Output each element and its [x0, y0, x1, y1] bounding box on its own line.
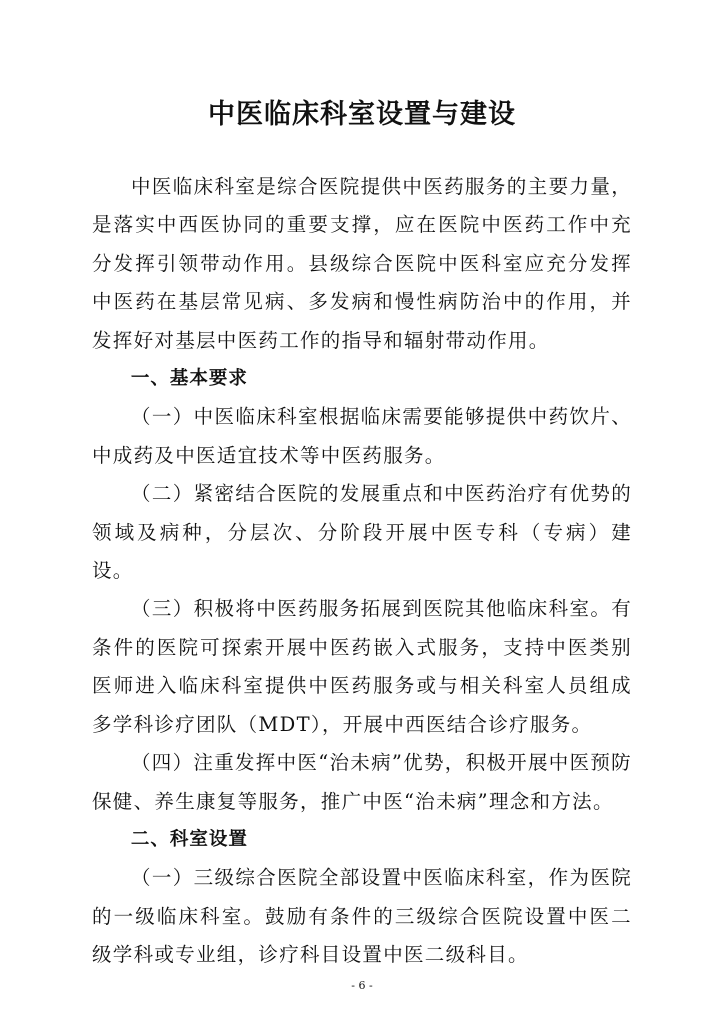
document-body — [92, 168, 632, 975]
intro-paragraph: 中医临床科室是综合医院提供中医药服务的主要力量，是落实中西医协同的重要支撑，应在医院中医药工作中充分发挥引领带动作用。县级综合医院中医科室应充分发挥中医药在基层常见病、多发病和慢性病防治中的作用，并发挥好对基层中医药工作的指导和辐射带动作用。 — [92, 175, 632, 352]
section-heading-department-setup: 二、科室设置 — [130, 828, 248, 850]
setup-item-1: （一）三级综合医院全部设置中医临床科室，作为医院的一级临床科室。鼓励有条件的三级综合医院设置中医二级学科或专业组，诊疗科目设置中医二级科目。 — [92, 866, 632, 967]
page-number: - 6 - — [351, 979, 373, 992]
requirement-item-1: （一）中医临床科室根据临床需要能够提供中药饮片、中成药及中医适宜技术等中医药服务。 — [92, 405, 632, 467]
section-heading-basic-requirements: 一、基本要求 — [130, 368, 248, 390]
document-title: 中医临床科室设置与建设 — [208, 99, 516, 130]
requirement-item-3: （三）积极将中医药服务拓展到医院其他临床科室。有条件的医院可探索开展中医药嵌入式服务，支持中医类别医师进入临床科室提供中医药服务或与相关科室人员组成多学科诊疗团队（MDT），开展中西医结合诊疗服务。 — [92, 597, 632, 736]
requirement-item-4: （四）注重发挥中医“治未病”优势，积极开展中医预防保健、养生康复等服务，推广中医“治未病”理念和方法。 — [92, 751, 632, 813]
requirement-item-2: （二）紧密结合医院的发展重点和中医药治疗有优势的领域及病种，分层次、分阶段开展中医专科（专病）建设。 — [92, 482, 632, 583]
